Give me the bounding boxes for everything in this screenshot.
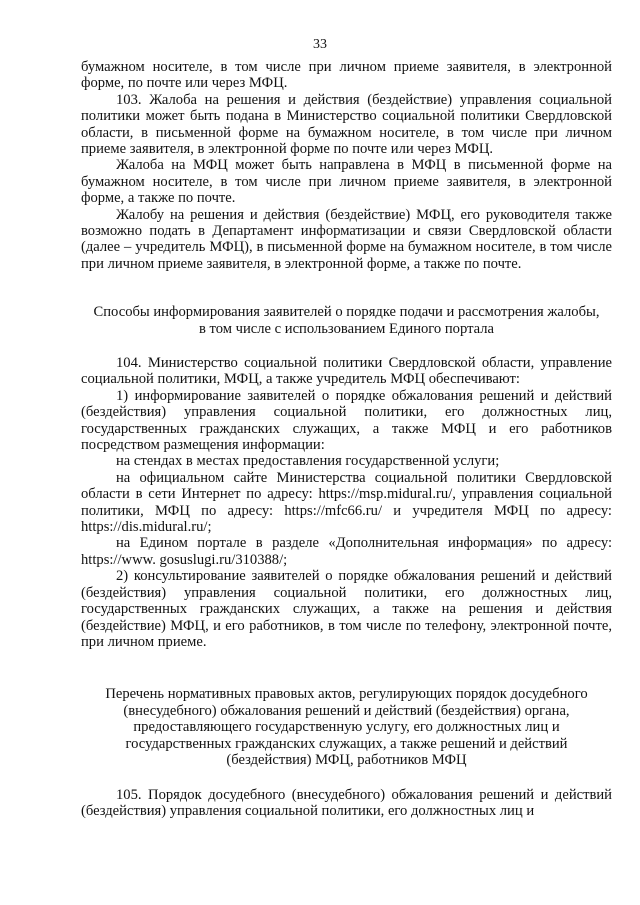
informing-section [81,355,612,650]
paragraph-continuation: бумажном носителе, в том числе при личном приеме заявителя, в электронной форме, по почте или через МФЦ. [81,59,612,92]
heading-line: в том числе с использованием Единого портала [198,320,495,337]
paragraph-mfc-complaint: Жалоба на МФЦ может быть направлена в МФЦ в письменной форме на бумажном носителе, в том числе при личном приеме заявителя, в электронной форме, а также по почте. [81,157,612,207]
heading-line: (внесудебного) обжалования решений и действий (бездействия) органа, [123,702,570,719]
heading-line: предоставляющего государственную услугу, его должностных лиц и [133,719,560,736]
heading-line: Способы информирования заявителей о порядке подачи и рассмотрения жалобы, [93,304,600,320]
legal-acts-section [81,787,612,820]
paragraph-105: 105. Порядок досудебного (внесудебного) обжалования решений и действий (бездействия) управления социальной политики, его должностных лиц и [81,787,612,820]
section-heading-legal-acts [81,686,612,769]
paragraph-founder-complaint: Жалобу на решения и действия (бездействие) МФЦ, его руководителя также возможно подать в Департамент информатизации и связи Свердловской области (далее – учредитель МФЦ), в письменной форме на бумажном носителе, в том числе при личном приеме заявителя, в электронной форме, а также по почте. [81,206,612,272]
complaint-filing-section [81,59,612,272]
list-item-stands: на стендах в местах предоставления государственной услуги; [116,453,500,470]
heading-line: (бездействия) МФЦ, работников МФЦ [226,752,467,769]
list-item-informing: 1) информирование заявителей о порядке обжалования решений и действий (бездействия) управления социальной политики, его должностных лиц, государственных гражданских служащих, а также МФЦ и его работников посредством размещения информации: [81,387,612,454]
list-item-websites: на официальном сайте Министерства социальной политики Свердловской области в сети Интернет по адресу: https://msp.midural.ru/, управления социальной политики, МФЦ по адресу: https://mfc66.ru/ и учредителя МФЦ по адресу: https://dis.midural.ru/; [81,469,612,536]
list-item-portal: на Едином портале в разделе «Дополнительная информация» по адресу: https://www. gosuslugi.ru/310388/; [81,535,612,568]
heading-line: государственных гражданских служащих, а также решений и действий [125,735,568,752]
page-number: 33 [313,37,327,52]
heading-line: Перечень нормативных правовых актов, регулирующих порядок досудебного [105,686,588,702]
paragraph-104: 104. Министерство социальной политики Свердловской области, управление социальной политики, МФЦ, а также учредитель МФЦ обеспечивают: [81,355,612,388]
list-item-consulting: 2) консультирование заявителей о порядке обжалования решений и действий (бездействия) управления социальной политики, его должностных лиц, государственных гражданских служащих, а также на решения и действия (бездействие) МФЦ, и его работников, в том числе по телефону, электронной почте, при личном приеме. [81,568,612,650]
section-heading-informing [81,304,612,337]
paragraph-103: 103. Жалоба на решения и действия (бездействие) управления социальной политики может быть подана в Министерство социальной политики Свердловской области, в письменной форме на бумажном носителе, в том числе при личном приеме заявителя, в электронной форме по почте или через МФЦ. [81,91,612,158]
